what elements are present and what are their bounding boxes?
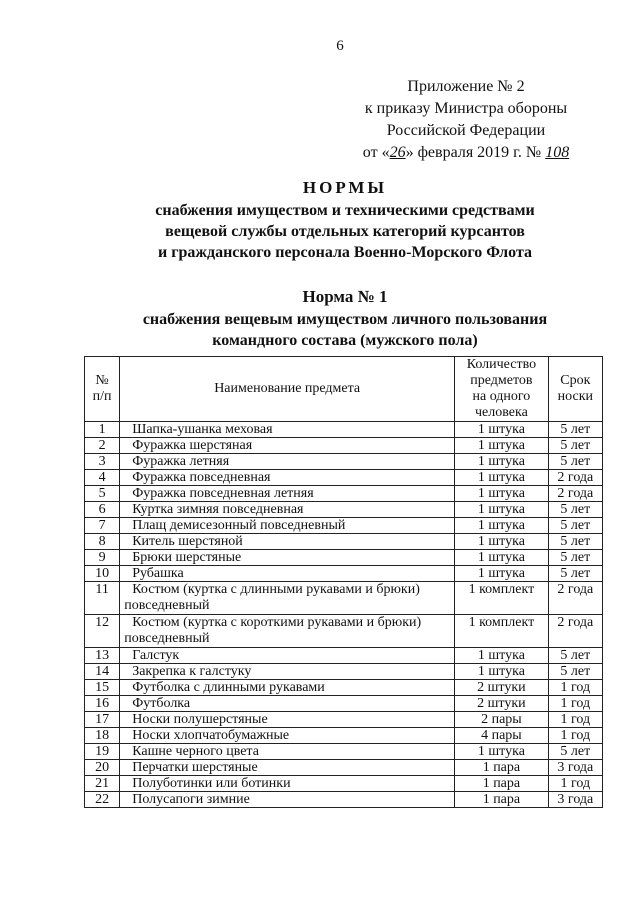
row-item-name: Носки полушерстяные (120, 712, 455, 728)
header-term (548, 357, 602, 422)
row-quantity: 1 штука (455, 550, 549, 566)
row-item-name: Галстук (120, 648, 455, 664)
document-title (80, 178, 610, 263)
row-item-name: Шапка-ушанка меховая (120, 422, 455, 438)
row-term: 5 лет (548, 518, 602, 534)
row-term: 3 года (548, 792, 602, 808)
row-term: 1 год (548, 680, 602, 696)
row-quantity: 4 пары (455, 728, 549, 744)
row-item-name: Фуражка летняя (120, 454, 455, 470)
title-line-1: снабжения имуществом и техническими средствами (155, 202, 535, 219)
row-quantity: 1 пара (455, 792, 549, 808)
row-term: 5 лет (548, 422, 602, 438)
row-quantity: 1 штука (455, 744, 549, 760)
table-row (85, 760, 603, 776)
row-quantity: 1 штука (455, 470, 549, 486)
row-term: 5 лет (548, 438, 602, 454)
row-number: 21 (85, 776, 120, 792)
table-row (85, 680, 603, 696)
header-number-line-2: п/п (92, 389, 112, 404)
table-row (85, 502, 603, 518)
row-number: 1 (85, 422, 120, 438)
row-number: 12 (85, 615, 120, 648)
table-row (85, 486, 603, 502)
norm-line-1: снабжения вещевым имуществом личного пользования (142, 311, 548, 328)
norm-line-2: командного состава (мужского пола) (212, 332, 478, 349)
row-number: 19 (85, 744, 120, 760)
row-item-name: Рубашка (120, 566, 455, 582)
row-term: 5 лет (548, 566, 602, 582)
table-row (85, 712, 603, 728)
table-row (85, 438, 603, 454)
norm-title (80, 287, 610, 351)
header-term-line-2: носки (557, 389, 594, 404)
header-quantity-line-4: человека (475, 405, 528, 420)
row-item-name: Носки хлопчатобумажные (120, 728, 455, 744)
row-term: 3 года (548, 760, 602, 776)
row-term: 2 года (548, 615, 602, 648)
row-number: 13 (85, 648, 120, 664)
row-quantity: 1 штука (455, 502, 549, 518)
row-term: 5 лет (548, 648, 602, 664)
row-quantity: 1 штука (455, 566, 549, 582)
row-term: 1 год (548, 776, 602, 792)
appendix-date-mid: » февраля 2019 г. № (405, 144, 546, 161)
header-term-line-1: Срок (560, 373, 591, 388)
row-quantity: 2 пары (455, 712, 549, 728)
row-quantity: 1 комплект (455, 615, 549, 648)
row-number: 16 (85, 696, 120, 712)
table-row (85, 792, 603, 808)
table-row (85, 518, 603, 534)
row-term: 5 лет (548, 454, 602, 470)
row-item-name: Китель шерстяной (120, 534, 455, 550)
row-item-name: Футболка с длинными рукавами (120, 680, 455, 696)
row-term: 5 лет (548, 744, 602, 760)
row-number: 18 (85, 728, 120, 744)
appendix-line-1: Приложение № 2 (407, 78, 525, 95)
row-number: 15 (85, 680, 120, 696)
row-term: 5 лет (548, 550, 602, 566)
row-term: 1 год (548, 728, 602, 744)
row-number: 4 (85, 470, 120, 486)
row-number: 14 (85, 664, 120, 680)
title-line-2: вещевой службы отдельных категорий курсантов (165, 223, 525, 240)
table-row (85, 728, 603, 744)
row-number: 17 (85, 712, 120, 728)
row-quantity: 2 штуки (455, 680, 549, 696)
header-number-line-1: № (95, 373, 109, 388)
header-quantity (455, 357, 549, 422)
row-term: 2 года (548, 470, 602, 486)
header-quantity-line-2: предметов (470, 373, 533, 388)
row-item-name: Полуботинки или ботинки (120, 776, 455, 792)
row-quantity: 1 комплект (455, 582, 549, 615)
title-line-3: и гражданского персонала Военно-Морского Флота (158, 244, 532, 261)
row-item-name: Полусапоги зимние (120, 792, 455, 808)
row-number: 5 (85, 486, 120, 502)
row-item-name: Брюки шерстяные (120, 550, 455, 566)
row-item-name: Костюм (куртка с длинными рукавами и брюки) повседневный (120, 582, 455, 615)
row-term: 1 год (548, 696, 602, 712)
table-row (85, 534, 603, 550)
table-row (85, 550, 603, 566)
table-row (85, 664, 603, 680)
row-item-name: Фуражка повседневная летняя (120, 486, 455, 502)
row-number: 8 (85, 534, 120, 550)
row-quantity: 2 штуки (455, 696, 549, 712)
row-quantity: 1 штука (455, 648, 549, 664)
table-row (85, 566, 603, 582)
norm-heading: Норма № 1 (302, 287, 388, 306)
row-item-name: Футболка (120, 696, 455, 712)
row-term: 5 лет (548, 502, 602, 518)
row-number: 7 (85, 518, 120, 534)
row-item-name: Плащ демисезонный повседневный (120, 518, 455, 534)
header-quantity-line-1: Количество (466, 357, 537, 372)
table-row (85, 582, 603, 615)
row-number: 20 (85, 760, 120, 776)
row-item-name: Костюм (куртка с короткими рукавами и брюки) повседневный (120, 615, 455, 648)
row-term: 1 год (548, 712, 602, 728)
row-quantity: 1 штука (455, 422, 549, 438)
row-item-name: Фуражка повседневная (120, 470, 455, 486)
appendix-date-prefix: от « (362, 144, 390, 161)
row-term: 2 года (548, 486, 602, 502)
row-item-name: Фуражка шерстяная (120, 438, 455, 454)
page-number: 6 (336, 38, 344, 54)
table-row (85, 648, 603, 664)
row-number: 11 (85, 582, 120, 615)
title-heading: НОРМЫ (302, 178, 388, 197)
row-number: 9 (85, 550, 120, 566)
row-term: 5 лет (548, 534, 602, 550)
table-header-row (85, 357, 603, 422)
header-name: Наименование предмета (120, 357, 455, 422)
table-row (85, 744, 603, 760)
table-row (85, 422, 603, 438)
row-item-name: Куртка зимняя повседневная (120, 502, 455, 518)
row-number: 22 (85, 792, 120, 808)
table-row (85, 776, 603, 792)
row-quantity: 1 штука (455, 518, 549, 534)
appendix-line-3: Российской Федерации (386, 122, 546, 139)
row-quantity: 1 пара (455, 776, 549, 792)
row-item-name: Кашне черного цвета (120, 744, 455, 760)
appendix-line-2: к приказу Министра обороны (364, 100, 568, 117)
row-item-name: Перчатки шерстяные (120, 760, 455, 776)
row-number: 6 (85, 502, 120, 518)
row-quantity: 1 штука (455, 438, 549, 454)
row-number: 2 (85, 438, 120, 454)
appendix-number-handwritten: 108 (545, 144, 570, 161)
row-quantity: 1 штука (455, 454, 549, 470)
table-row (85, 454, 603, 470)
norms-table (84, 356, 603, 808)
appendix-line-4 (336, 142, 596, 164)
table-row (85, 470, 603, 486)
row-number: 10 (85, 566, 120, 582)
row-item-name: Закрепка к галстуку (120, 664, 455, 680)
table-row (85, 696, 603, 712)
row-number: 3 (85, 454, 120, 470)
row-quantity: 1 штука (455, 534, 549, 550)
appendix-day-handwritten: 26 (389, 144, 406, 161)
appendix-header (336, 76, 596, 164)
row-quantity: 1 штука (455, 486, 549, 502)
table-row (85, 615, 603, 648)
header-number (85, 357, 120, 422)
header-quantity-line-3: на одного (472, 389, 531, 404)
row-term: 5 лет (548, 664, 602, 680)
row-quantity: 1 штука (455, 664, 549, 680)
row-term: 2 года (548, 582, 602, 615)
row-quantity: 1 пара (455, 760, 549, 776)
